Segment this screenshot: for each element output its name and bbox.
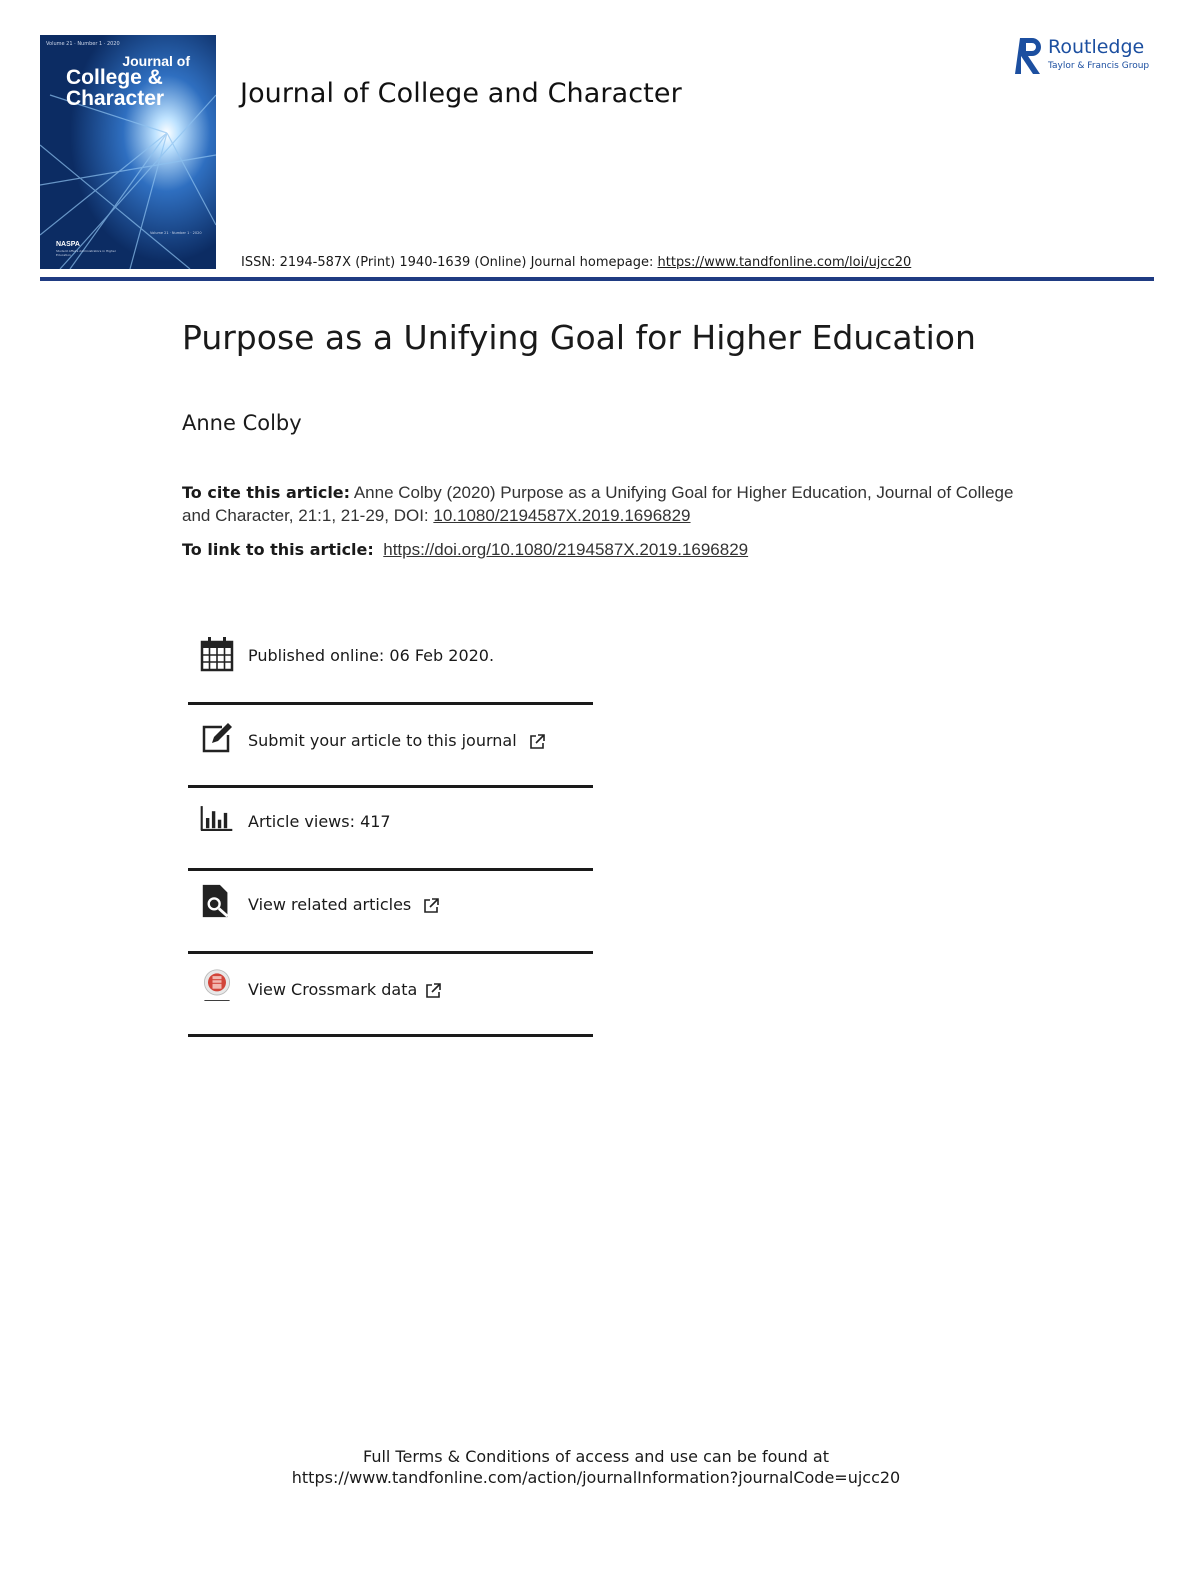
cite-text: Anne Colby (2020) Purpose as a Unifying Goal for Higher Education, Journal of College and Character, 21:1, 21-29, DOI:: [182, 483, 1014, 525]
routledge-r-icon: [1012, 34, 1052, 78]
issn-line: [241, 255, 911, 270]
citation-block: [182, 481, 1022, 527]
header-divider: [40, 277, 1154, 281]
article-author: Anne Colby: [182, 411, 302, 435]
submit-article-label[interactable]: Submit your article to this journal: [248, 731, 517, 750]
journal-homepage-link[interactable]: https://www.tandfonline.com/loi/ujcc20: [657, 255, 912, 270]
cover-title: [66, 67, 164, 109]
link-label: To link to this article:: [182, 540, 374, 559]
related-articles-text[interactable]: [248, 895, 440, 915]
external-link-icon: [422, 897, 440, 915]
article-title: Purpose as a Unifying Goal for Higher Education: [182, 318, 976, 357]
naspa-subtitle: Student Affairs Administrators in Higher Education: [56, 249, 116, 257]
footer-terms-text: Full Terms & Conditions of access and use can be found at: [362, 1447, 830, 1466]
publisher-subtitle: Taylor & Francis Group: [1048, 61, 1150, 71]
published-online-text: Published online: 06 Feb 2020.: [248, 646, 495, 665]
article-views-text: Article views: 417: [248, 812, 391, 831]
search-document-icon: [200, 883, 234, 919]
cover-issue-note: Volume 21 · Number 1 · 2020: [150, 231, 202, 235]
crossmark-icon: [200, 968, 234, 1004]
cover-title-line2: College &: [66, 66, 163, 89]
calendar-icon: [200, 636, 234, 672]
footer-terms-url[interactable]: https://www.tandfonline.com/action/journalInformation?journalCode=ujcc20: [291, 1468, 901, 1487]
crossmark-label[interactable]: View Crossmark data: [248, 980, 418, 999]
article-views-item: [188, 788, 593, 871]
cover-title-line3: Character: [66, 87, 165, 110]
article-link-line: [182, 540, 748, 560]
related-articles-label[interactable]: View related articles: [248, 895, 412, 914]
footer: [0, 1446, 1192, 1488]
cite-label: To cite this article:: [182, 483, 351, 502]
publisher-name: Routledge: [1048, 36, 1145, 58]
cover-topline: Volume 21 · Number 1 · 2020: [46, 41, 120, 47]
crossmark-text[interactable]: [248, 980, 442, 1000]
submit-article-text[interactable]: [248, 731, 546, 751]
cover-title-line1: Journal of: [122, 53, 190, 69]
journal-cover-image: [40, 35, 216, 269]
issn-text: ISSN: 2194-587X (Print) 1940-1639 (Online) Journal homepage:: [241, 255, 658, 270]
related-articles-item[interactable]: [188, 871, 593, 954]
submit-article-item[interactable]: [188, 705, 593, 788]
article-url-link[interactable]: https://doi.org/10.1080/2194587X.2019.1696829: [383, 540, 749, 559]
article-info-list: [188, 630, 593, 1037]
external-link-icon: [424, 982, 442, 1000]
external-link-icon: [528, 733, 546, 751]
bar-chart-icon: [200, 800, 234, 836]
edit-icon: [200, 719, 234, 755]
published-online-item: [188, 630, 593, 705]
crossmark-item[interactable]: [188, 954, 593, 1037]
naspa-logo: NASPA: [56, 241, 80, 248]
journal-title: Journal of College and Character: [240, 78, 682, 109]
doi-link[interactable]: 10.1080/2194587X.2019.1696829: [433, 506, 691, 525]
